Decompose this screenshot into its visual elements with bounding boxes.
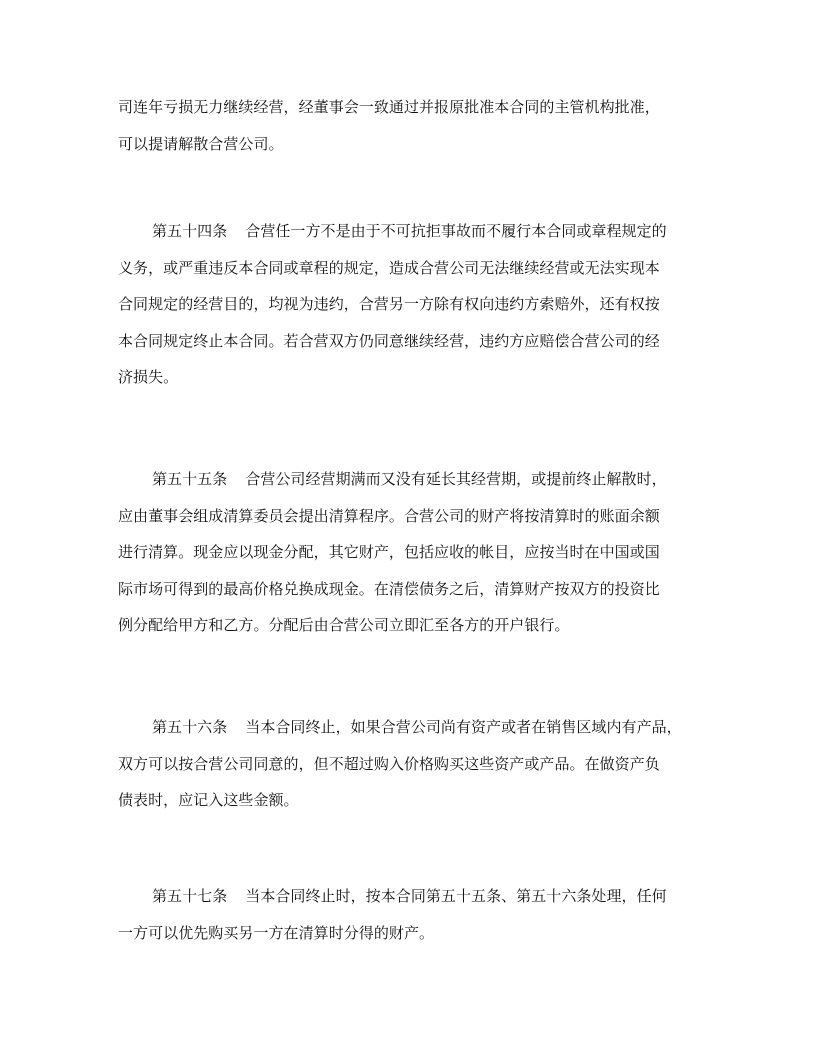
paragraph-line: 合同规定的经营目的，均视为违约，合营另一方除有权向违约方索赔外，还有权按 xyxy=(118,295,660,313)
article-label: 第五十四条 xyxy=(152,222,228,240)
article-first-line xyxy=(118,461,704,498)
paragraph-line: 本合同规定终止本合同。若合营双方仍同意继续经营，违约方应赔偿合营公司的经 xyxy=(118,331,660,350)
paragraph-line: 进行清算。现金应以现金分配，其它财产，包括应收的帐目，应按当时在中国或国 xyxy=(118,543,660,561)
paragraph-line: 济损失。 xyxy=(118,368,179,386)
article-first-line-text: 当本合同终止，如果合营公司尚有资产或者在销售区域内有产品， xyxy=(245,718,682,736)
paragraph-line: 债表时，应记入这些金额。 xyxy=(118,791,299,809)
article-first-line xyxy=(118,213,704,250)
article-first-line xyxy=(118,709,704,746)
continuation-paragraph xyxy=(118,89,704,162)
paragraph-line: 例分配给甲方和乙方。分配后由合营公司立即汇至各方的开户银行。 xyxy=(118,616,570,634)
paragraph-line: 一方可以优先购买另一方在清算时分得的财产。 xyxy=(118,923,435,942)
paragraph-line: 可以提请解散合营公司。 xyxy=(118,134,284,153)
article-first-line xyxy=(118,878,704,915)
article-56-paragraph xyxy=(118,709,704,819)
paragraph-line: 司连年亏损无力继续经营，经董事会一致通过并报原批准本合同的主管机构批准， xyxy=(118,98,660,116)
article-label: 第五十五条 xyxy=(152,470,228,488)
article-57-paragraph xyxy=(118,878,704,951)
article-first-line-text: 合营公司经营期满而又没有延长其经营期，或提前终止解散时， xyxy=(245,470,667,488)
paragraph-line: 应由董事会组成清算委员会提出清算程序。合营公司的财产将按清算时的账面余额 xyxy=(118,506,660,525)
article-55-paragraph xyxy=(118,461,704,644)
article-first-line-text: 当本合同终止时，按本合同第五十五条、第五十六条处理，任何 xyxy=(245,887,667,905)
paragraph-line: 双方可以按合营公司同意的，但不超过购入价格购买这些资产或产品。在做资产负 xyxy=(118,754,660,773)
article-54-paragraph xyxy=(118,213,704,396)
paragraph-line: 义务，或严重违反本合同或章程的规定，造成合营公司无法继续经营或无法实现本 xyxy=(118,258,660,277)
article-label: 第五十六条 xyxy=(152,718,228,736)
article-label: 第五十七条 xyxy=(152,887,228,905)
article-first-line-text: 合营任一方不是由于不可抗拒事故而不履行本合同或章程规定的 xyxy=(245,222,667,240)
paragraph-line: 际市场可得到的最高价格兑换成现金。在清偿债务之后，清算财产按双方的投资比 xyxy=(118,579,660,598)
